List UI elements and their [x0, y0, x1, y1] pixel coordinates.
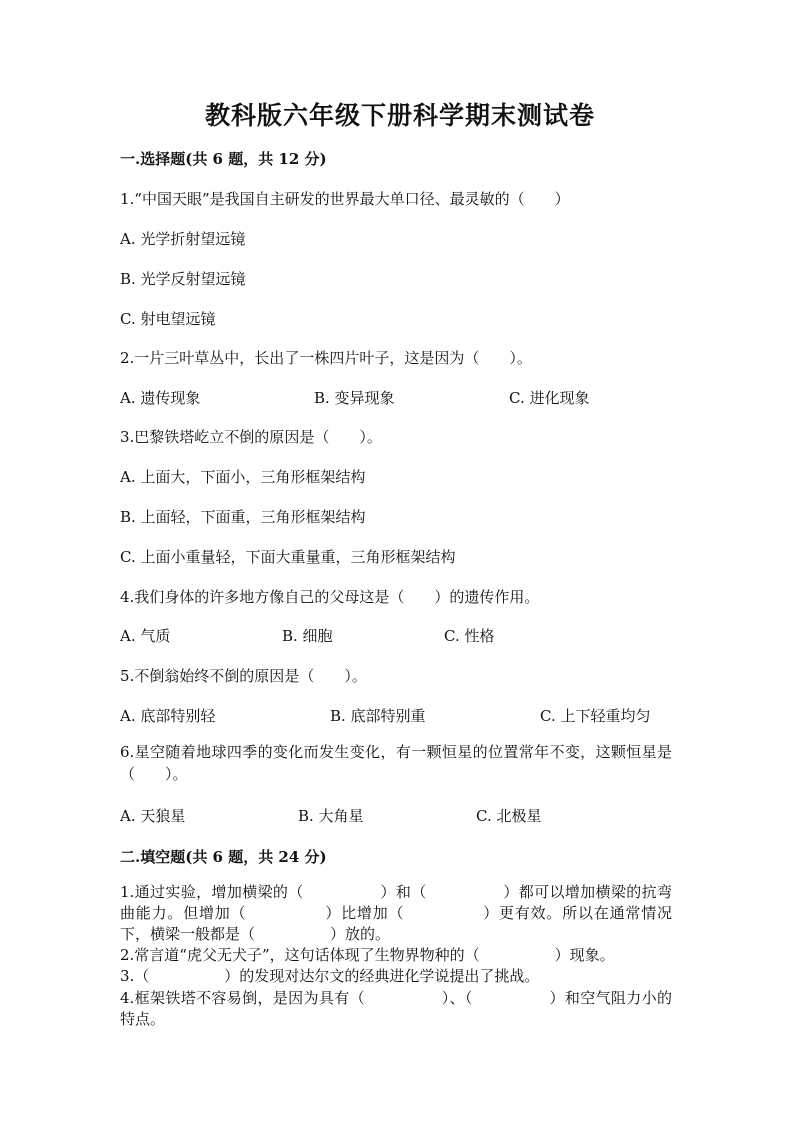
question-option: A. 底部特别轻 — [120, 707, 216, 725]
question-stem: 5.不倒翁始终不倒的原因是（ ）。 — [120, 667, 367, 685]
question-option: C. 上面小重量轻，下面大重量重，三角形框架结构 — [120, 548, 456, 566]
question-stem: 1.“中国天眼”是我国自主研发的世界最大单口径、最灵敏的（ ） — [120, 190, 570, 208]
section-heading-choice: 一.选择题(共 6 题，共 12 分) — [120, 150, 327, 168]
question-stem: 3.巴黎铁塔屹立不倒的原因是（ ）。 — [120, 428, 382, 446]
question-option: C. 进化现象 — [509, 389, 590, 407]
question-stem: 4.我们身体的许多地方像自己的父母这是（ ）的遗传作用。 — [120, 588, 540, 606]
question-stem: 2.一片三叶草丛中，长出了一株四片叶子，这是因为（ ）。 — [120, 349, 532, 367]
question-option: C. 性格 — [444, 627, 495, 645]
question-option: A. 气质 — [120, 627, 171, 645]
page-title: 教科版六年级下册科学期末测试卷 — [204, 101, 595, 130]
fill-item: 4.框架铁塔不容易倒，是因为具有（ ）、（ ）和空气阻力小的特点。 — [120, 989, 672, 1028]
question-option: B. 大角星 — [298, 807, 364, 825]
question-stem: 6.星空随着地球四季的变化而发生变化，有一颗恒星的位置常年不变，这颗恒星是（ ）。 — [120, 743, 672, 783]
question-option: B. 变异现象 — [314, 389, 395, 407]
question-option: A. 上面大，下面小，三角形框架结构 — [120, 468, 366, 486]
fill-item: 3.（ ）的发现对达尔文的经典进化学说提出了挑战。 — [120, 967, 540, 985]
question-option: C. 北极星 — [476, 807, 542, 825]
fill-item: 2.常言道“虎父无犬子”，这句话体现了生物界物种的（ ）现象。 — [120, 946, 615, 964]
question-option: B. 上面轻，下面重，三角形框架结构 — [120, 508, 366, 526]
question-option: B. 底部特别重 — [330, 707, 426, 725]
question-option: A. 遗传现象 — [120, 389, 201, 407]
question-option: A. 天狼星 — [120, 807, 186, 825]
question-option: C. 射电望远镜 — [120, 310, 216, 328]
question-option: A. 光学折射望远镜 — [120, 230, 246, 248]
question-option: C. 上下轻重均匀 — [540, 707, 651, 725]
fill-item: 1.通过实验，增加横梁的（ ）和（ ）都可以增加横梁的抗弯曲能力。但增加（ ）比增加（ ）更有效。所以在通常情况下，横梁一般都是（ ）放的。 — [120, 883, 672, 943]
question-option: B. 细胞 — [282, 627, 333, 645]
section-heading-fill: 二.填空题(共 6 题，共 24 分) — [120, 848, 327, 866]
question-option: B. 光学反射望远镜 — [120, 270, 246, 288]
